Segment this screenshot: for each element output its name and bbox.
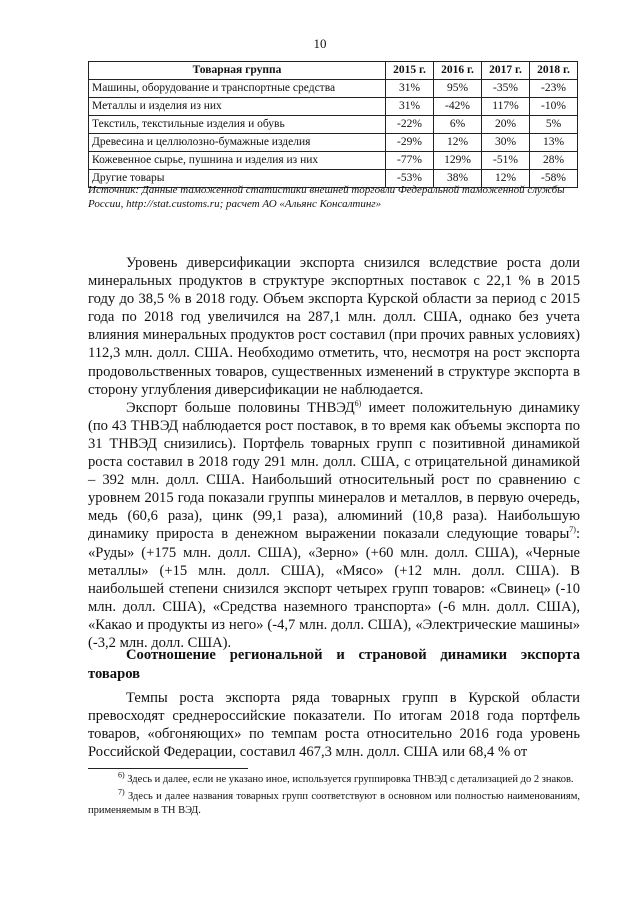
paragraph-text: : «Руды» (+175 млн. долл. США), «Зерно» (+60 млн. долл. США), «Черные металлы» (+15 млн. долл. США), «Мясо» (+12 млн. долл. США). В наибольшей степени снизился экспорт четырех групп товаров: «Свинец» (-10 млн. долл. США), «Средства наземного транспорта» (-6 млн. долл. США), «Какао и продукты из него» (-4,7 млн. долл. США), «Электрические машины» (-3,2 млн. долл. США). xyxy=(88,526,580,651)
footnote-text: Здесь и далее, если не указано иное, используется группировка ТНВЭД с детализацией до 2 знаков. xyxy=(124,774,574,785)
table-cell: -22% xyxy=(386,116,434,134)
table-cell: Текстиль, текстильные изделия и обувь xyxy=(89,116,386,134)
footnote-mark: 7) xyxy=(118,787,125,797)
table-cell: -35% xyxy=(482,80,530,98)
table-row xyxy=(89,116,578,134)
table-cell: -10% xyxy=(530,98,578,116)
footnotes xyxy=(88,770,580,821)
column-header: 2017 г. xyxy=(482,62,530,80)
table-source-note: Источник: Данные таможенной статистики внешней торговли Федеральной таможенной службы России, http://stat.customs.ru; расчет АО «Альянс Консалтинг» xyxy=(88,184,565,210)
table-cell: Машины, оборудование и транспортные средства xyxy=(89,80,386,98)
table-cell: -51% xyxy=(482,152,530,170)
footnote xyxy=(88,787,580,818)
table-cell: -29% xyxy=(386,134,434,152)
table-cell: 13% xyxy=(530,134,578,152)
table-row xyxy=(89,98,578,116)
paragraph: Темпы роста экспорта ряда товарных групп в Курской области превосходят среднероссийские показатели. По итогам 2018 года портфель товаров, «обгоняющих» по темпам роста относительно 2016 года уровень Российской Федерации, составил 467,3 млн. долл. США или 68,4 % от xyxy=(88,690,580,761)
table-cell: -23% xyxy=(530,80,578,98)
footnote-divider xyxy=(88,768,248,769)
table-cell: Другие товары xyxy=(89,170,386,188)
table-cell: 38% xyxy=(434,170,482,188)
table-cell: -42% xyxy=(434,98,482,116)
column-header: 2015 г. xyxy=(386,62,434,80)
footnote-mark: 6) xyxy=(118,770,125,780)
table-cell: 12% xyxy=(434,134,482,152)
table-header-row xyxy=(89,62,578,80)
column-header: 2018 г. xyxy=(530,62,578,80)
footnote-ref: 6) xyxy=(354,398,362,408)
footnote-ref: 7) xyxy=(569,525,576,535)
table-cell: 95% xyxy=(434,80,482,98)
export-growth-table xyxy=(88,61,578,188)
table-cell: 117% xyxy=(482,98,530,116)
paragraph-text: имеет положительную динамику (по 43 ТНВЭД наблюдается рост поставок, в то время как объемы экспорта по 31 ТНВЭД снизились). Портфель товарных групп с позитивной динамикой роста составил в 2018 году 291 млн. долл. США, с отрицательной динамикой – 392 млн. долл. США. Наибольший относительный рост по сравнению с уровнем 2015 года показали группы минералов и металлов, в первую очередь, медь (60,6 раза), цинк (99,1 раза), алюминий (10,8 раза). Наибольшую динамику прироста в денежном выражении показали следующие товары xyxy=(88,399,580,543)
table-cell: Древесина и целлюлозно-бумажные изделия xyxy=(89,134,386,152)
table-cell: 129% xyxy=(434,152,482,170)
footnote-text: Здесь и далее названия товарных групп соответствуют в основном или полностью наименованиям, применяемым в ТН ВЭД. xyxy=(88,791,580,816)
table-cell: Металлы и изделия из них xyxy=(89,98,386,116)
table-cell: 28% xyxy=(530,152,578,170)
table-cell: 20% xyxy=(482,116,530,134)
column-header: Товарная группа xyxy=(89,62,386,80)
table-row xyxy=(89,152,578,170)
table-cell: 31% xyxy=(386,98,434,116)
table-row xyxy=(89,134,578,152)
table-cell: 30% xyxy=(482,134,530,152)
table-cell: 31% xyxy=(386,80,434,98)
table-cell: 12% xyxy=(482,170,530,188)
footnote xyxy=(88,770,580,787)
paragraph-text: Экспорт больше половины ТНВЭД xyxy=(126,399,355,416)
table-cell: -58% xyxy=(530,170,578,188)
table-cell: Кожевенное сырье, пушнина и изделия из них xyxy=(89,152,386,170)
table-cell: -77% xyxy=(386,152,434,170)
page-number: 10 xyxy=(313,36,327,51)
body-text xyxy=(88,689,580,761)
table-cell: -53% xyxy=(386,170,434,188)
column-header: 2016 г. xyxy=(434,62,482,80)
paragraph: Уровень диверсификации экспорта снизился вследствие роста доли минеральных продуктов в структуре экспортных поставок с 22,1 % в 2015 году до 38,5 % в 2018 году. Объем экспорта Курской области за период с 2015 года по 2018 год увеличился на 287,1 млн. долл. США, однако без учета влияния минеральных продуктов рост составил (при прочих равных условиях) 112,3 млн. долл. США. Необходимо отметить, что, несмотря на рост экспорта продовольственных товаров, существенных изменений в структуре экспорта в сторону углубления диверсификации не наблюдается. xyxy=(88,255,580,398)
section-heading: Соотношение региональной и страновой динамики экспорта товаров xyxy=(88,647,580,682)
table-row xyxy=(89,80,578,98)
table-cell: 6% xyxy=(434,116,482,134)
table-cell: 5% xyxy=(530,116,578,134)
body-text xyxy=(88,254,580,652)
paragraph xyxy=(88,399,580,652)
